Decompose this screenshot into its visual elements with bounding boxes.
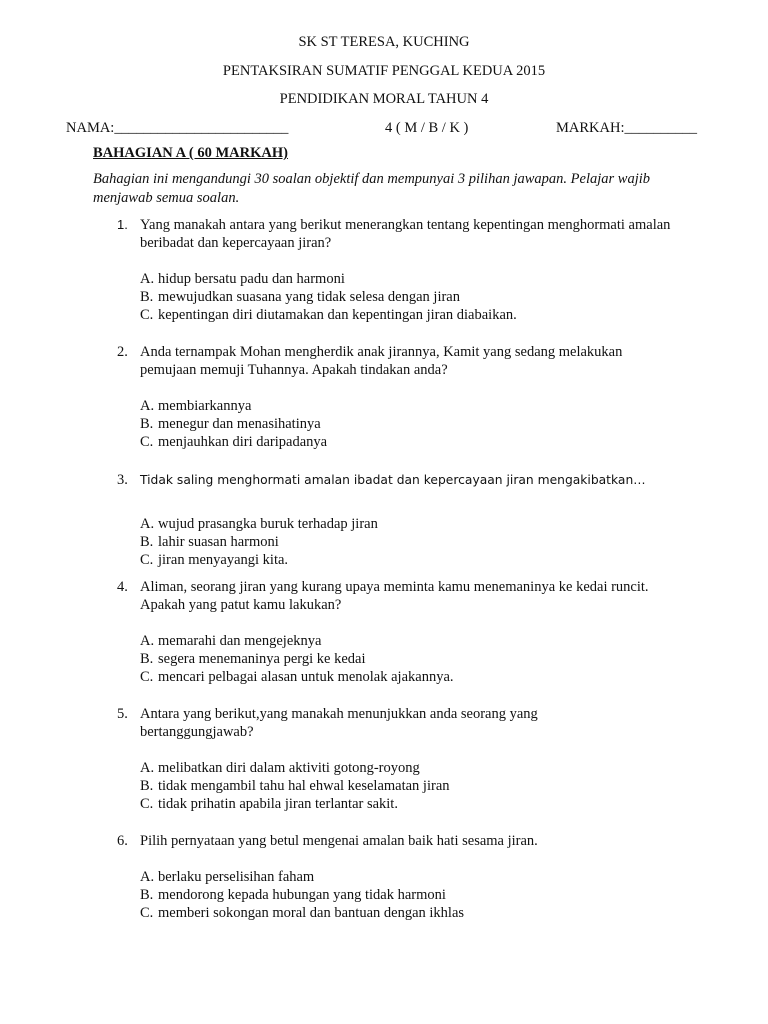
- option-text: memarahi dan mengejeknya: [158, 633, 322, 649]
- option-a: [140, 515, 677, 533]
- option-letter: B.: [140, 651, 154, 667]
- option-a: [140, 759, 677, 777]
- question-1: [117, 216, 677, 324]
- question-number: 1.: [117, 217, 128, 232]
- question-number: 3.: [117, 472, 128, 488]
- option-text: melibatkan diri dalam aktiviti gotong-royong: [158, 760, 420, 776]
- option-b: [140, 886, 677, 904]
- option-c: [140, 551, 677, 569]
- option-b: [140, 415, 677, 433]
- option-a: [140, 270, 677, 288]
- option-b: [140, 533, 677, 551]
- option-letter: B.: [140, 534, 154, 550]
- answer-options: [117, 515, 677, 569]
- option-c: [140, 904, 677, 922]
- question-text: Yang manakah antara yang berikut menerangkan tentang kepentingan menghormati amalan beribadat dan kepercayaan jiran?: [140, 217, 671, 251]
- question-text: Pilih pernyataan yang betul mengenai amalan baik hati sesama jiran.: [140, 833, 538, 849]
- option-text: berlaku perselisihan faham: [158, 869, 315, 885]
- option-letter: B.: [140, 887, 154, 903]
- option-b: [140, 650, 677, 668]
- option-text: mewujudkan suasana yang tidak selesa dengan jiran: [158, 289, 460, 305]
- option-text: segera menemaninya pergi ke kedai: [158, 651, 366, 667]
- question-number: 5.: [117, 706, 128, 722]
- option-c: [140, 433, 677, 451]
- option-letter: B.: [140, 778, 154, 794]
- option-letter: A.: [140, 398, 155, 414]
- option-letter: A.: [140, 869, 155, 885]
- answer-options: [117, 397, 677, 451]
- option-text: membiarkannya: [158, 398, 252, 414]
- section-instructions: Bahagian ini mengandungi 30 soalan objektif dan mempunyai 3 pilihan jawapan. Pelajar wajib menjawab semua soalan.: [93, 171, 651, 206]
- question-5: [117, 705, 677, 813]
- option-text: mencari pelbagai alasan untuk menolak ajakannya.: [158, 669, 454, 685]
- option-text: wujud prasangka buruk terhadap jiran: [158, 516, 378, 532]
- option-text: tidak prihatin apabila jiran terlantar sakit.: [158, 796, 398, 812]
- option-letter: C.: [140, 796, 154, 812]
- section-title: BAHAGIAN A ( 60 MARKAH): [93, 145, 288, 161]
- question-number: 2.: [117, 344, 128, 360]
- option-letter: B.: [140, 289, 154, 305]
- question-text: Anda ternampak Mohan mengherdik anak jirannya, Kamit yang sedang melakukan pemujaan memuji Tuhannya. Apakah tindakan anda?: [140, 344, 623, 378]
- exam-title: PENTAKSIRAN SUMATIF PENGGAL KEDUA 2015: [222, 63, 546, 79]
- option-letter: C.: [140, 669, 154, 685]
- option-text: hidup bersatu padu dan harmoni: [158, 271, 345, 287]
- question-2: [117, 343, 677, 451]
- option-b: [140, 288, 677, 306]
- answer-options: [117, 759, 677, 813]
- question-text: Tidak saling menghormati amalan ibadat dan kepercayaan jiran mengakibatkan…: [140, 473, 646, 487]
- option-text: lahir suasan harmoni: [158, 534, 279, 550]
- option-letter: B.: [140, 416, 154, 432]
- option-letter: A.: [140, 271, 155, 287]
- option-letter: A.: [140, 633, 155, 649]
- class-field: 4 ( M / B / K ): [385, 120, 469, 136]
- answer-options: [117, 868, 677, 922]
- marks-field: MARKAH:__________: [556, 120, 697, 136]
- school-name: SK ST TERESA, KUCHING: [298, 34, 470, 50]
- option-a: [140, 397, 677, 415]
- question-number: 4.: [117, 579, 128, 595]
- option-text: memberi sokongan moral dan bantuan dengan ikhlas: [158, 905, 465, 921]
- name-field: NAMA:________________________: [66, 120, 289, 136]
- subject-title: PENDIDIKAN MORAL TAHUN 4: [279, 91, 489, 107]
- option-text: menjauhkan diri daripadanya: [158, 434, 328, 450]
- question-text: Aliman, seorang jiran yang kurang upaya meminta kamu menemaninya ke kedai runcit. Apakah yang patut kamu lakukan?: [140, 579, 649, 613]
- option-letter: C.: [140, 552, 154, 568]
- question-3: [117, 471, 677, 569]
- option-c: [140, 668, 677, 686]
- option-c: [140, 306, 677, 324]
- option-c: [140, 795, 677, 813]
- option-b: [140, 777, 677, 795]
- option-text: menegur dan menasihatinya: [158, 416, 321, 432]
- option-a: [140, 632, 677, 650]
- option-text: mendorong kepada hubungan yang tidak harmoni: [158, 887, 446, 903]
- option-letter: A.: [140, 760, 155, 776]
- option-letter: C.: [140, 307, 154, 323]
- option-text: tidak mengambil tahu hal ehwal keselamatan jiran: [158, 778, 450, 794]
- option-letter: A.: [140, 516, 155, 532]
- answer-options: [117, 270, 677, 324]
- option-text: kepentingan diri diutamakan dan kepentingan jiran diabaikan.: [158, 307, 517, 323]
- question-4: [117, 578, 677, 686]
- option-a: [140, 868, 677, 886]
- question-text: Antara yang berikut,yang manakah menunjukkan anda seorang yang bertanggungjawab?: [140, 706, 538, 740]
- option-letter: C.: [140, 905, 154, 921]
- question-number: 6.: [117, 833, 128, 849]
- option-letter: C.: [140, 434, 154, 450]
- answer-options: [117, 632, 677, 686]
- question-6: [117, 832, 677, 922]
- option-text: jiran menyayangi kita.: [158, 552, 289, 568]
